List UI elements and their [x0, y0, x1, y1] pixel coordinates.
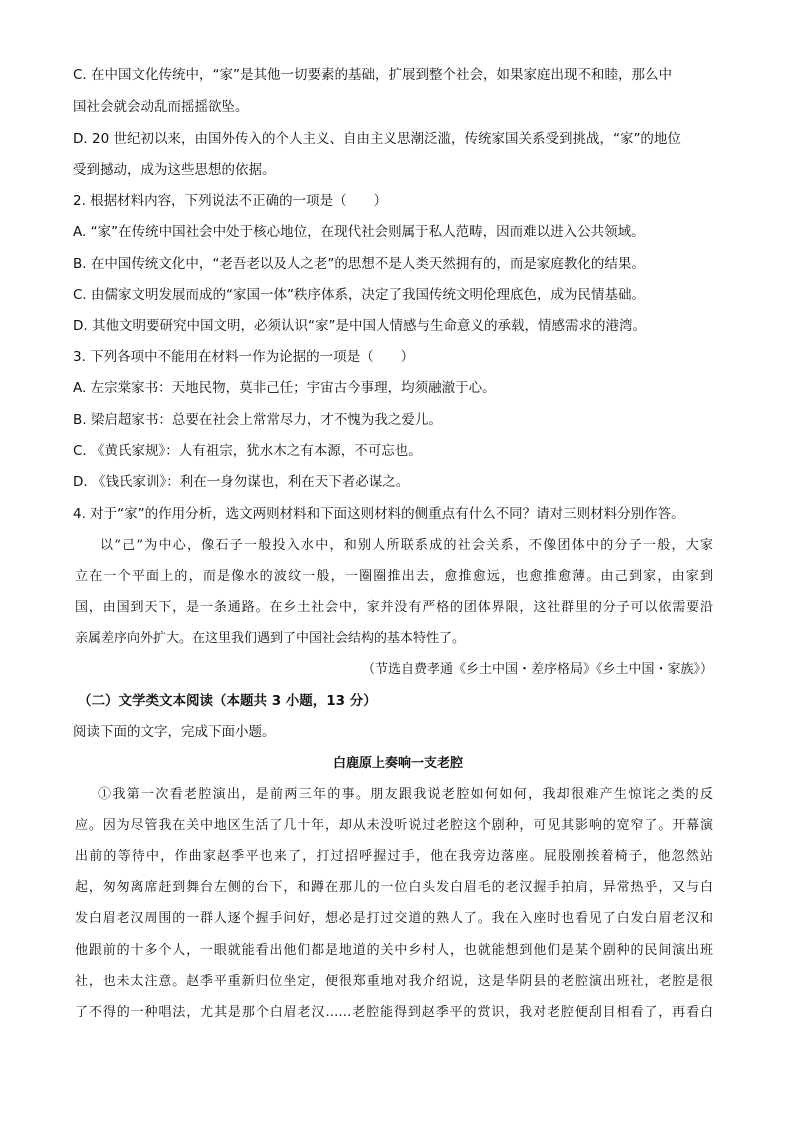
- q2-option-d: D. 其他文明要研究中国文明，必须认识“家”是中国人情感与生命意义的承载，情感需求的港湾。: [73, 318, 646, 334]
- article-line: 了不得的一种唱法，尤其是那个白眉老汉……老腔能得到赵季平的赏识，我对老腔便刮目相看了，再看白: [75, 1005, 713, 1020]
- q3-option-d: D. 《钱氏家训》：利在一身勿谋也，利在天下者必谋之。: [73, 474, 410, 490]
- section-heading: （二）文学类文本阅读（本题共 3 小题，13 分）: [78, 693, 377, 709]
- article-line: 出前的等待中，作曲家赵季平也来了，打过招呼握过手，他在我旁边落座。屁股刚挨着椅子，他忽然站: [75, 849, 713, 864]
- article-line: ①我第一次看老腔演出，是前两三年的事。朋友跟我说老腔如何如何，我却很难产生惊诧之类的反: [98, 787, 713, 802]
- q1-option-c-line2: 国社会就会动乱而摇摇欲坠。: [73, 99, 249, 115]
- q3-option-c: C. 《黄氏家规》：人有祖宗，犹水木之有本源，不可忘也。: [73, 443, 422, 459]
- article-line: 社，也未太注意。赵季平重新归位坐定，便很郑重地对我介绍说，这是华阴县的老腔演出班社，老腔是很: [75, 974, 713, 989]
- q1-option-d-line1: D. 20 世纪初以来，由国外传入的个人主义、自由主义思潮泛滥，传统家国关系受到挑战，“家”的地位: [73, 131, 681, 147]
- q1-option-d-line2: 受到撼动，成为这些思想的依据。: [73, 162, 276, 178]
- reading-instruction: 阅读下面的文字，完成下面小题。: [73, 724, 276, 740]
- q4-source: （节选自费孝通《乡土中国・差序格局》《乡土中国・家族》）: [361, 662, 713, 677]
- q1-option-c-line1: C. 在中国文化传统中，“家”是其他一切要素的基础，扩展到整个社会，如果家庭出现不和睦，那么中: [73, 67, 672, 83]
- q2-option-c: C. 由儒家文明发展而成的“家国一体”秩序体系，决定了我国传统文明伦理底色，成为民情基础。: [73, 287, 645, 303]
- q2-option-b: B. 在中国传统文化中，“老吾老以及人之老”的思想不是人类天然拥有的，而是家庭教化的结果。: [73, 256, 645, 272]
- q4-stem: 4. 对于“家”的作用分析，选文两则材料和下面这则材料的侧重点有什么不同？请对三则材料分别作答。: [73, 506, 685, 522]
- article-title: 白鹿原上奏响一支老腔: [332, 756, 463, 771]
- q3-option-a: A. 左宗棠家书：天地民物，莫非己任；宇宙古今事理，均须融澈于心。: [73, 380, 496, 396]
- article-line: 他跟前的十多个人，一眼就能看出他们都是地道的关中乡村人，也就能想到他们是某个剧种的民间演出班: [75, 943, 713, 958]
- q2-option-a: A. “家”在传统中国社会中处于核心地位，在现代社会则属于私人范畴，因而难以进入公共领域。: [73, 224, 645, 240]
- q3-stem: 3. 下列各项中不能用在材料一作为论据的一项是（ ）: [73, 349, 415, 365]
- q4-quote-line: 国，由国到天下，是一条通路。在乡土社会中，家并没有严格的团体界限，这社群里的分子可以依需要沿: [75, 600, 713, 615]
- q3-option-b: B. 梁启超家书：总要在社会上常常尽力，才不愧为我之爱儿。: [73, 412, 442, 428]
- article-line: 应。因为尽管我在关中地区生活了几十年，却从未没听说过老腔这个剧种，可见其影响的宽窄了。开幕演: [75, 818, 713, 833]
- q4-quote-line: 立在一个平面上的，而是像水的波纹一般，一圈圈推出去，愈推愈远，也愈推愈薄。由己到家，由家到: [75, 569, 713, 584]
- q4-quote-line: 以“己”为中心，像石子一般投入水中，和别人所联系成的社会关系，不像团体中的分子一般，大家: [100, 538, 713, 553]
- q4-quote-line: 亲属差序向外扩大。在这里我们遇到了中国社会结构的基本特性了。: [75, 631, 466, 646]
- q2-stem: 2. 根据材料内容，下列说法不正确的一项是（ ）: [73, 193, 388, 209]
- article-line: 起，匆匆离席赶到舞台左侧的台下，和蹲在那儿的一位白头发白眉毛的老汉握手拍肩，异常热乎，又与白: [75, 880, 713, 895]
- article-line: 发白眉老汉周围的一群人逐个握手问好，想必是打过交道的熟人了。我在入座时也看见了白发白眉老汉和: [75, 911, 713, 926]
